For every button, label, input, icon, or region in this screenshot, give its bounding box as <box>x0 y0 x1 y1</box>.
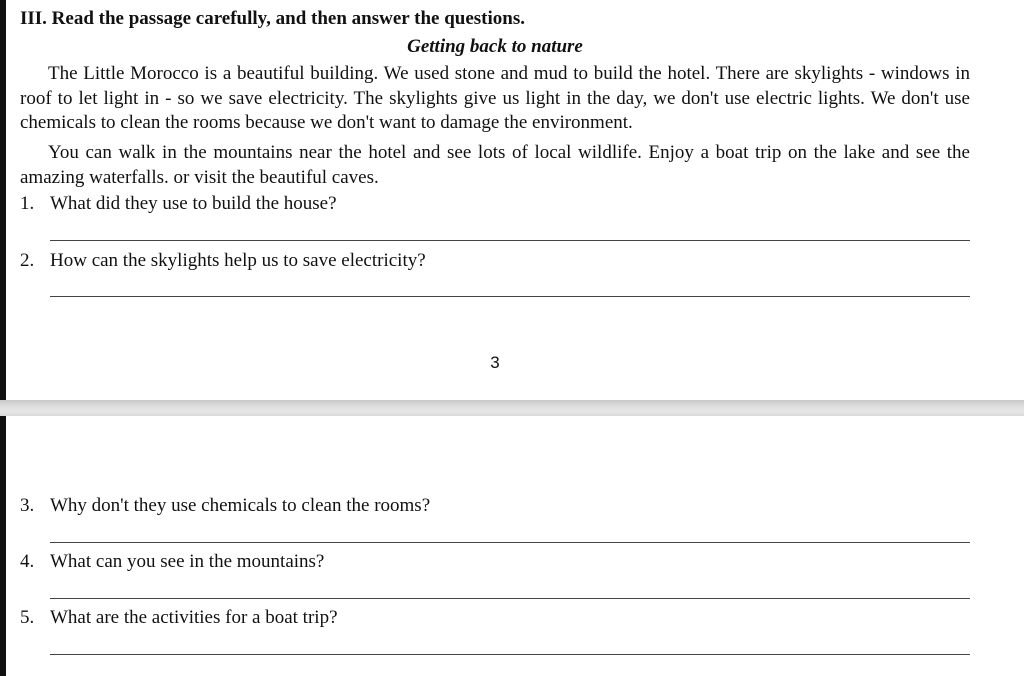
passage-paragraph-2: You can walk in the mountains near the hotel and see lots of local wildlife. Enjoy a boat trip on the lake and see the amazing waterfalls. or visit the beautiful caves. <box>20 142 970 188</box>
question-3-text: Why don't they use chemicals to clean the rooms? <box>50 495 431 516</box>
question-4-number: 4. <box>20 551 35 572</box>
question-1-text: What did they use to build the house? <box>50 193 337 214</box>
page-break <box>0 400 1024 416</box>
question-2-number: 2. <box>20 250 35 271</box>
answer-line-4[interactable] <box>50 598 970 599</box>
answer-line-5[interactable] <box>50 654 970 655</box>
question-1-number: 1. <box>20 193 35 214</box>
question-5-number: 5. <box>20 607 35 628</box>
section-heading: III. Read the passage carefully, and then answer the questions. <box>20 8 525 29</box>
left-page-edge <box>0 0 6 676</box>
question-5-text: What are the activities for a boat trip? <box>50 607 338 628</box>
question-2-text: How can the skylights help us to save electricity? <box>50 250 426 271</box>
answer-line-3[interactable] <box>50 542 970 543</box>
passage-title: Getting back to nature <box>407 36 583 57</box>
answer-line-2[interactable] <box>50 296 970 297</box>
passage-paragraph-1: The Little Morocco is a beautiful building. We used stone and mud to build the hotel. There are skylights - windows in roof to let light in - so we save electricity. The skylights give us light in the day, we don't use electric lights. We don't use chemicals to clean the rooms because we don't want to damage the environment. <box>20 63 970 133</box>
question-4-text: What can you see in the mountains? <box>50 551 325 572</box>
page-number: 3 <box>490 353 500 372</box>
question-3-number: 3. <box>20 495 35 516</box>
answer-line-1[interactable] <box>50 240 970 241</box>
